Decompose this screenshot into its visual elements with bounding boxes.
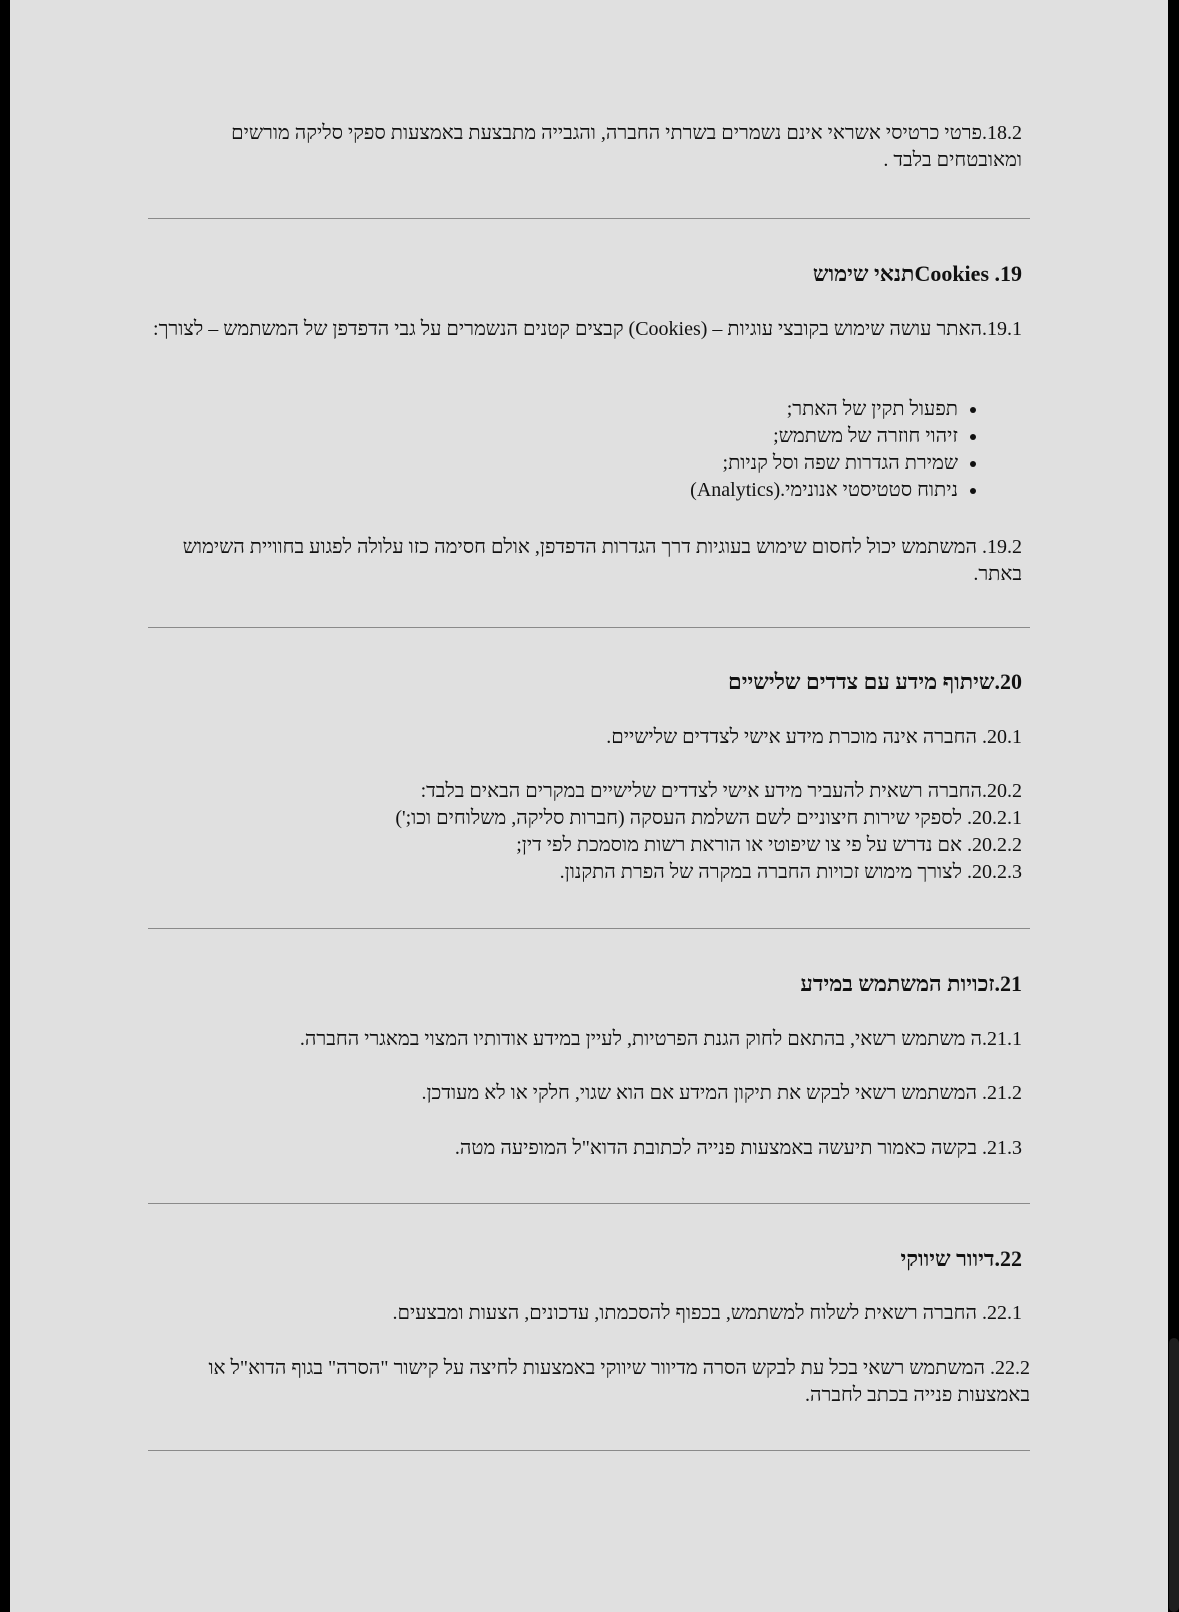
section-20-heading: 20.שיתוף מידע עם צדדים שלישיים [728, 669, 1022, 694]
list-item: • ניתוח סטטיסטי אנונימי.(Analytics) [148, 477, 958, 504]
clause-19-2: 19.2. המשתמש יכול לחסום שימוש בעוגיות דרך הגדרות הדפדפן, אולם חסימה כזו עלולה לפגוע בחוויית השימוש באתר. [182, 536, 1022, 585]
section-divider [148, 627, 1030, 628]
clause-20-2: 20.2.החברה רשאית להעביר מידע אישי לצדדים שלישיים במקרים הבאים בלבד: [420, 780, 1022, 802]
list-item: • שמירת הגדרות שפה וסל קניות; [148, 450, 958, 477]
section-divider [148, 1203, 1030, 1204]
clause-18-2: 18.2.פרטי כרטיסי אשראי אינם נשמרים בשרתי החברה, והגבייה מתבצעת באמצעות ספקי סליקה מורשים ומאובטחים בלבד . [231, 122, 1022, 171]
clause-20-2-sublist [148, 805, 1022, 886]
cookies-purpose-list [148, 396, 1030, 504]
section-divider [148, 928, 1030, 929]
clause-22-2: 22.2. המשתמש רשאי בכל עת לבקש הסרה מדיוור שיווקי באמצעות לחיצה על קישור "הסרה" בגוף הדוא"ל או באמצעות פנייה בכתב לחברה. [208, 1357, 1030, 1406]
clause-20-1: 20.1. החברה אינה מוכרת מידע אישי לצדדים שלישיים. [606, 726, 1022, 748]
section-divider [148, 1450, 1030, 1451]
clause-22-1: 22.1. החברה רשאית לשלוח למשתמש, בכפוף להסכמתו, עדכונים, הצעות ומבצעים. [392, 1302, 1022, 1324]
clause-21-3: 21.3. בקשה כאמור תיעשה באמצעות פנייה לכתובת הדוא"ל המופיעה מטה. [454, 1137, 1022, 1159]
list-item: • זיהוי חוזרה של משתמש; [148, 423, 958, 450]
list-item: • תפעול תקין של האתר; [148, 396, 958, 423]
clause-21-2: 21.2. המשתמש רשאי לבקש את תיקון המידע אם הוא שגוי, חלקי או לא מעודכן. [421, 1082, 1022, 1104]
clause-20-2-2: 20.2.2. אם נדרש על פי צו שיפוטי או הוראת רשות מוסמכת לפי דין; [516, 834, 1022, 856]
section-19-heading: 19. Cookiesתנאי שימוש [812, 261, 1022, 286]
vertical-scrollbar-thumb[interactable] [1169, 1338, 1179, 1612]
section-22-heading: 22.דיוור שיווקי [900, 1246, 1022, 1271]
clause-20-2-1: 20.2.1. לספקי שירות חיצוניים לשם השלמת העסקה (חברות סליקה, משלוחים וכו;') [395, 807, 1022, 829]
section-21-heading: 21.זכויות המשתמש במידע [800, 971, 1022, 996]
clause-20-2-3: 20.2.3. לצורך מימוש זכויות החברה במקרה של הפרת התקנון. [559, 861, 1022, 883]
clause-19-1: 19.1.האתר עושה שימוש בקובצי עוגיות – (Cookies) קבצים קטנים הנשמרים על גבי הדפדפן של המשתמש – לצורך: [153, 318, 1022, 340]
document-page [10, 0, 1168, 1612]
clause-21-1: 21.1.ה משתמש רשאי, בהתאם לחוק הגנת הפרטיות, לעיין במידע אודותיו המצוי במאגרי החברה. [299, 1028, 1022, 1050]
section-divider [148, 218, 1030, 219]
